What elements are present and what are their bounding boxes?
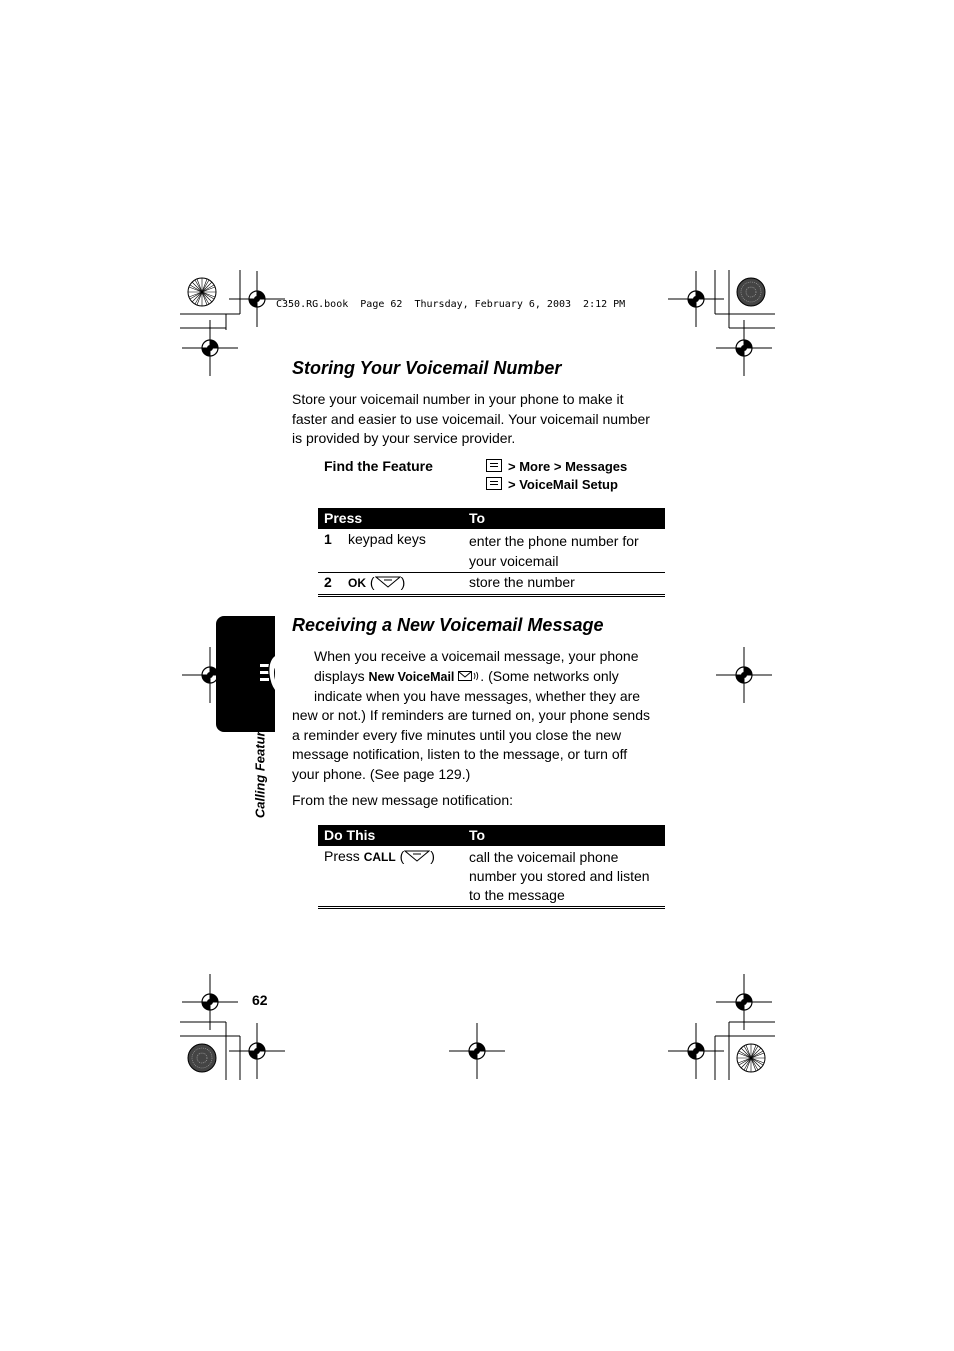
- table-bottom-rule: [318, 596, 665, 597]
- column-header-press: Press: [324, 510, 363, 526]
- to-line: call the voicemail phone: [469, 849, 619, 865]
- table-row: [318, 529, 665, 572]
- step-number: 2: [324, 574, 332, 590]
- paren-open: (: [369, 574, 375, 590]
- table-row: [318, 846, 665, 908]
- paragraph-line: new or not.) If reminders are turned on, your phone sends: [292, 707, 650, 723]
- feature-path-text: > More > Messages: [508, 459, 628, 474]
- press-table: [318, 508, 665, 595]
- paragraph-line: message notification, listen to the message, or turn off: [292, 746, 628, 762]
- section2-paragraph: [292, 706, 672, 784]
- to-cell: [469, 848, 650, 905]
- section1-paragraph: [292, 390, 672, 449]
- new-voicemail-display-text: New VoiceMail: [368, 669, 455, 684]
- find-feature-label: Find the Feature: [324, 458, 433, 474]
- find-feature-path-1: [486, 459, 627, 474]
- menu-key-icon: [486, 477, 502, 490]
- paragraph-line: your phone. (See page 129.): [292, 765, 471, 782]
- paren-close: ): [400, 574, 406, 590]
- voicemail-envelope-icon: [458, 670, 480, 682]
- call-key-label: CALL: [363, 850, 396, 864]
- column-header-to: To: [469, 827, 486, 843]
- text-run: . (Some networks only: [480, 667, 619, 684]
- table-header: [318, 508, 665, 529]
- do-this-table: [318, 825, 665, 908]
- paragraph-line: When you receive a voicemail message, your phone: [314, 648, 639, 664]
- table-bottom-rule: [318, 906, 665, 907]
- table-bottom-rule: [318, 594, 665, 595]
- to-line: your voicemail: [469, 553, 559, 569]
- paragraph-line: indicate when you have messages, whether they are: [314, 688, 641, 704]
- column-header-to: To: [469, 510, 486, 526]
- to-line: number you stored and listen: [469, 868, 650, 884]
- notification-intro: From the new message notification:: [292, 792, 513, 808]
- column-header-do-this: Do This: [324, 827, 376, 843]
- section-title-storing-voicemail: Storing Your Voicemail Number: [292, 358, 562, 378]
- table-bottom-rule: [318, 908, 665, 909]
- table-row: [318, 573, 665, 595]
- to-line: enter the phone number for: [469, 533, 639, 549]
- text-run: Press: [324, 848, 360, 864]
- paragraph-line: faster and easier to use voicemail. Your voicemail number: [292, 410, 650, 427]
- paren-close: ): [430, 848, 435, 864]
- right-soft-key-icon: [375, 575, 401, 589]
- press-cell: keypad keys: [348, 531, 426, 547]
- press-cell: [348, 574, 405, 590]
- section2-paragraph-indented: [314, 647, 674, 707]
- do-this-cell: [324, 848, 435, 864]
- table-header: [318, 825, 665, 846]
- menu-key-icon: [486, 459, 502, 472]
- text-run: displays: [314, 667, 365, 684]
- to-cell: [469, 531, 639, 571]
- paragraph-line: is provided by your service provider.: [292, 430, 516, 446]
- side-section-label: Calling Features: [252, 716, 268, 819]
- to-line: to the message: [469, 887, 565, 903]
- to-cell: store the number: [469, 574, 575, 590]
- feature-path-text: > VoiceMail Setup: [508, 477, 618, 492]
- page-number: 62: [252, 992, 268, 1008]
- ok-key-label: OK: [348, 576, 366, 590]
- paragraph-line: a reminder every five minutes until you close the new: [292, 726, 622, 743]
- right-soft-key-icon: [404, 849, 430, 863]
- find-feature-path-2: [486, 477, 618, 492]
- paragraph-line: [314, 667, 674, 688]
- section-title-receiving-voicemail: Receiving a New Voicemail Message: [292, 615, 604, 635]
- book-header-info: C350.RG.book Page 62 Thursday, February 6, 2003 2:12 PM: [276, 299, 626, 310]
- step-number: 1: [324, 531, 332, 547]
- paren-open: (: [399, 848, 405, 864]
- paragraph-line: Store your voicemail number in your phone to make it: [292, 391, 624, 407]
